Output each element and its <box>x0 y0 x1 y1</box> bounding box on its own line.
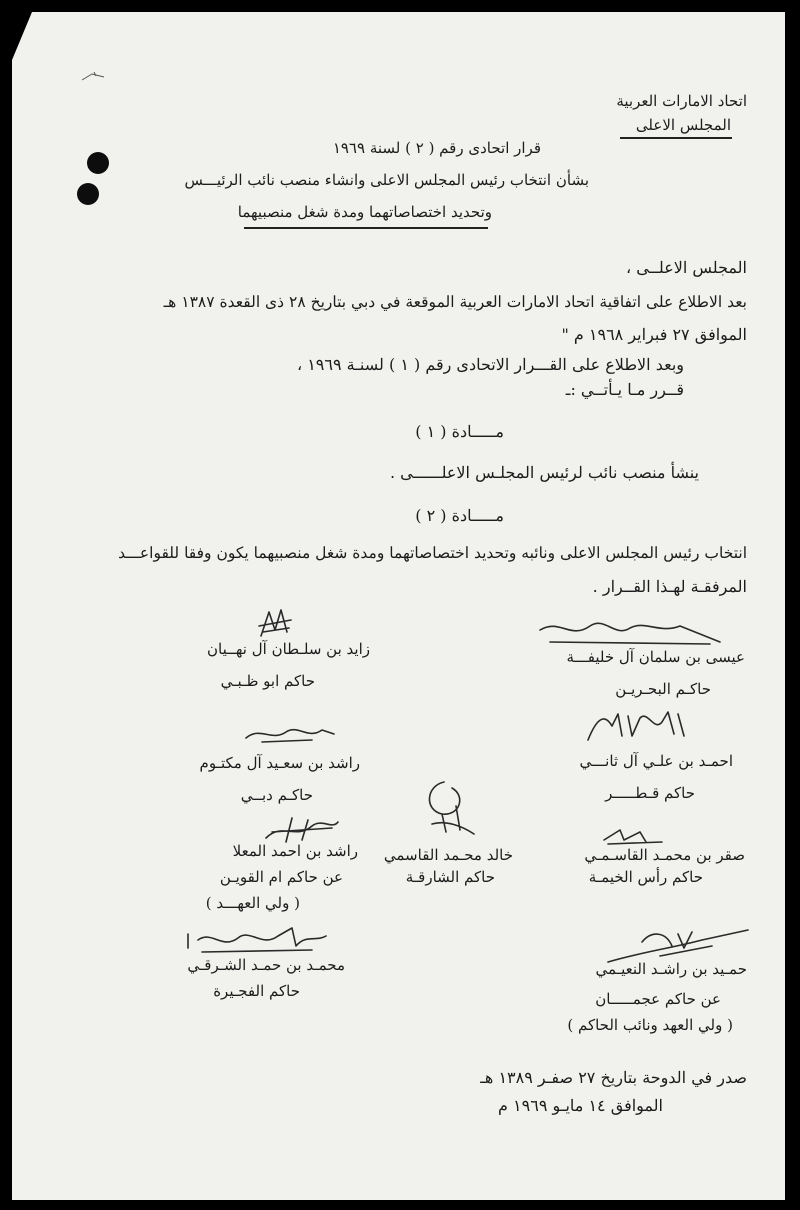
article-2-line-1: انتخاب رئيس المجلس الاعلى ونائبه وتحديد اختصاصاتهما ومدة شغل منصبيهما يكون وفقا للقواعـــد <box>118 544 747 562</box>
signature-dubai <box>242 720 338 746</box>
punch-hole-bottom <box>77 183 99 205</box>
subject-line-1: بشأن انتخاب رئيس المجلس الاعلى وانشاء منصب نائب الرئيـــس <box>184 171 589 189</box>
signatory-title-dubai: حاكـم دبــي <box>240 786 313 804</box>
signatory-note-umm-al-quwain: ( ولي العهـــد ) <box>205 894 300 912</box>
council-name: المجلس الاعلى <box>635 116 731 134</box>
signatory-name-ras-al-khaimah: صقر بن محمـد القاسـمـي <box>584 846 745 864</box>
signatory-title-bahrain: حاكـم البحـريـن <box>615 680 711 698</box>
signatory-name-sharjah: خالد محـمد القاسمي <box>383 846 513 864</box>
council-line: المجلس الاعلــى ، <box>625 258 747 277</box>
article-1-heading: مـــــادة ( ١ ) <box>415 422 504 441</box>
org-name: اتحاد الامارات العربية <box>616 92 747 110</box>
decided-line: قــرر مـا يـأتــي :ـ <box>565 380 684 399</box>
signature-umm-al-quwain <box>262 812 342 846</box>
signatory-name-fujairah: محمـد بن حمـد الشـرقـي <box>187 956 345 974</box>
signatory-name-umm-al-quwain: راشد بن احمد المعلا <box>232 842 358 860</box>
signatory-title-fujairah: حاكم الفجـيرة <box>213 982 300 1000</box>
corresponding-date: الموافق ١٤ مايـو ١٩٦٩ م <box>498 1096 663 1115</box>
preamble-line-2: الموافق ٢٧ فبراير ١٩٦٨ م " <box>561 325 747 344</box>
preamble-line-1: بعد الاطلاع على اتفاقية اتحاد الامارات العربية الموقعة في دبي بتاريخ ٢٨ ذى القعدة ١٣٨٧ هـ <box>163 293 747 311</box>
issued-line: صدر في الدوحة بتاريخ ٢٧ صفـر ١٣٨٩ هـ <box>480 1068 747 1087</box>
article-2-heading: مـــــادة ( ٢ ) <box>415 506 504 525</box>
signatory-name-bahrain: عيسى بن سلمان آل خليفـــة <box>566 648 745 666</box>
signatory-name-abu-dhabi: زايد بن سلـطان آل نهــيان <box>206 640 370 658</box>
signatory-title-sharjah: حاكم الشارقـة <box>405 868 495 886</box>
signature-sharjah <box>416 776 480 838</box>
punch-hole-top <box>87 152 109 174</box>
signature-abu-dhabi <box>255 606 295 642</box>
subject-line-2: وتحديد اختصاصاتهما ومدة شغل منصبيهما <box>237 203 492 221</box>
signature-ras-al-khaimah <box>600 824 666 846</box>
signatory-name-qatar: احمـد بن علـي آل ثانـــي <box>579 752 733 770</box>
article-1-text: ينشأ منصب نائب لرئيس المجلـس الاعلــــــى . <box>389 463 699 482</box>
signature-qatar <box>582 706 692 746</box>
signature-bahrain <box>530 612 730 648</box>
signatory-title-abu-dhabi: حاكم ابو ظـبـي <box>220 672 315 690</box>
signatory-title-ras-al-khaimah: حاكم رأس الخيمـة <box>588 868 703 886</box>
signatory-title-umm-al-quwain: عن حاكم ام القويـن <box>219 868 343 886</box>
preamble-line-3: وبعد الاطلاع على القـــرار الاتحادى رقم ( ١ ) لسنـة ١٩٦٩ ، <box>296 355 684 374</box>
signatory-title-ajman: عن حاكم عجمـــــان <box>595 990 721 1008</box>
signatory-name-dubai: راشد بن سعـيد آل مكتـوم <box>199 754 360 772</box>
resolution-title: قرار اتحادى رقم ( ٢ ) لسنة ١٩٦٩ <box>332 139 541 157</box>
signature-fujairah <box>182 922 332 956</box>
subject-underline <box>244 227 488 229</box>
signatory-title-qatar: حاكم قـطـــــر <box>605 784 695 802</box>
signatory-name-ajman: حمـيد بن راشـد النعيـمي <box>595 960 747 978</box>
folded-corner <box>12 12 32 60</box>
signatory-note-ajman: ( ولي العهد ونائب الحاكم ) <box>567 1016 733 1034</box>
council-underline <box>620 137 732 139</box>
article-2-line-2: المرفقـة لهـذا القــرار . <box>592 577 747 596</box>
document-page <box>12 12 785 1200</box>
ink-mark <box>80 70 106 84</box>
